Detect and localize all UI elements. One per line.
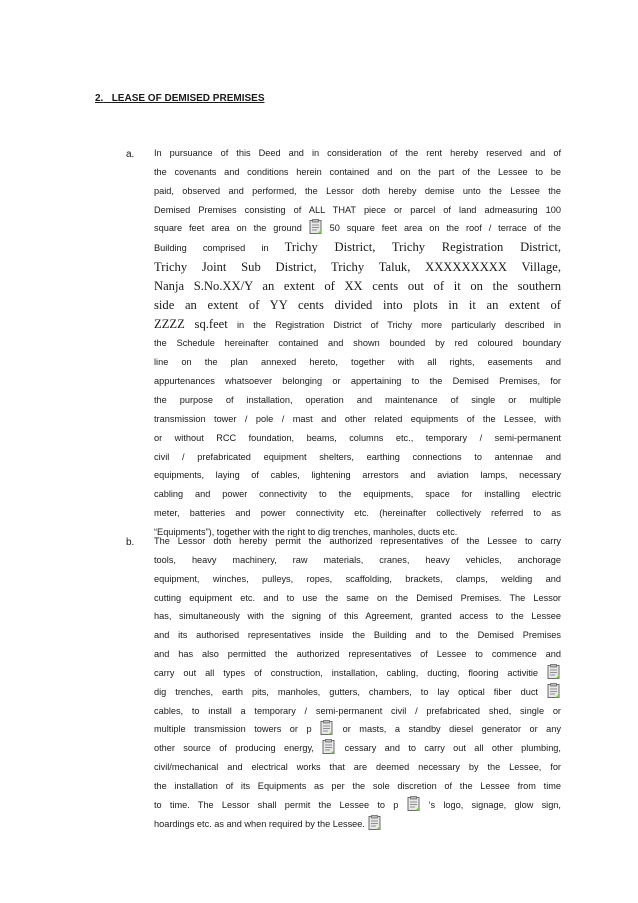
para-line bbox=[154, 815, 561, 834]
note-icon[interactable] bbox=[547, 664, 561, 680]
item-b-paragraph bbox=[154, 532, 561, 834]
para-line: The Lessor doth hereby permit the authorized representatives of the Lessee to carry bbox=[154, 536, 561, 546]
para-line: civil / prefabricated equipment shelters, earthing connections to antennae and bbox=[154, 451, 561, 462]
line-segment: square feet area on the ground bbox=[154, 223, 302, 234]
para-line: has, simultaneously with the signing of this Agreement, granted access to the Lessee bbox=[154, 611, 561, 622]
para-line: transmission tower / pole / mast and other related equipments of the Lessee, with bbox=[154, 413, 561, 424]
para-line bbox=[154, 238, 561, 258]
line-segment: 50 square feet area on the roof / terrace of the bbox=[329, 223, 561, 234]
para-line: civil/mechanical and electrical works that are deemed necessary by the Lessee, for bbox=[154, 762, 561, 773]
para-line: or without RCC foundation, beams, columns etc., temporary / semi-permanent bbox=[154, 432, 561, 443]
para-line: Nanja S.No.XX/Y an extent of XX cents out of it on the southern bbox=[154, 278, 561, 293]
para-line: equipments, laying of cables, lightening arrestors and aviation lamps, necessary bbox=[154, 470, 561, 481]
para-line: Demised Premises consisting of ALL THAT piece or parcel of land admeasuring 100 bbox=[154, 204, 561, 215]
line-segment: in the Registration District of Trichy more particularly described in bbox=[236, 319, 561, 330]
line-segment: ZZZZ sq.feet bbox=[154, 316, 228, 331]
para-line: meter, batteries and power connectivity etc. (hereinafter collectively referred to as bbox=[154, 508, 561, 519]
para-line: and has also permitted the authorized representatives of Lessee to commence and bbox=[154, 649, 561, 660]
para-line: the Schedule hereinafter contained and shown bounded by red coloured boundary bbox=[154, 338, 561, 349]
para-line: the purpose of installation, operation and maintenance of single or multiple bbox=[154, 394, 561, 405]
para-line: cabling and power connectivity to the equipments, space for installing electric bbox=[154, 489, 561, 500]
line-segment: or masts, a standby diesel generator or any bbox=[342, 724, 561, 735]
para-line: Trichy Joint Sub District, Trichy Taluk, XXXXXXXXX Village, bbox=[154, 260, 561, 275]
note-icon[interactable] bbox=[322, 739, 336, 755]
para-line bbox=[154, 683, 561, 702]
para-line: side an extent of YY cents divided into plots in it an extent of bbox=[154, 297, 561, 312]
item-b-letter: b. bbox=[126, 537, 135, 548]
note-icon[interactable] bbox=[320, 720, 334, 736]
section-number: 2. bbox=[95, 93, 104, 104]
para-line: In pursuance of this Deed and in consideration of the rent hereby reserved and of bbox=[154, 148, 561, 158]
para-line: “Equipments”), together with the right to dig trenches, manholes, ducts etc. bbox=[154, 526, 458, 537]
item-a-letter: a. bbox=[126, 149, 135, 160]
line-segment: 's logo, signage, glow sign, bbox=[428, 799, 561, 810]
line-segment: Building comprised in bbox=[154, 243, 269, 254]
para-line: paid, observed and performed, the Lessor doth hereby demise unto the Lessee the bbox=[154, 185, 561, 196]
para-line bbox=[154, 796, 561, 815]
line-segment: cessary and to carry out all other plumbing, bbox=[344, 743, 561, 754]
para-line: line on the plan annexed hereto, together with all rights, easements and bbox=[154, 357, 561, 368]
note-icon[interactable] bbox=[309, 219, 323, 235]
line-segment: dig trenches, earth pits, manholes, gutters, chambers, to lay optical fiber duct bbox=[154, 686, 538, 697]
para-line: tools, heavy machinery, raw materials, cranes, heavy vehicles, anchorage bbox=[154, 554, 561, 565]
note-icon[interactable] bbox=[547, 683, 561, 699]
section-heading bbox=[95, 93, 265, 104]
line-segment: multiple transmission towers or p bbox=[154, 724, 312, 735]
para-line: equipment, winches, pulleys, ropes, scaffolding, brackets, clamps, welding and bbox=[154, 573, 561, 584]
line-segment: carry out all types of construction, installation, cabling, ducting, flooring activitie bbox=[154, 667, 539, 678]
para-line: and its authorised representatives inside the Building and to the Demised Premises bbox=[154, 630, 561, 641]
para-line: appurtenances whatsoever belonging or appertaining to the Demised Premises, for bbox=[154, 376, 561, 387]
para-line: the covenants and conditions herein contained and on the part of the Lessee to be bbox=[154, 166, 561, 177]
section-title: LEASE OF DEMISED PREMISES bbox=[111, 93, 265, 104]
para-line: cables, to install a temporary / semi-permanent civil / prefabricated shed, single or bbox=[154, 705, 561, 716]
line-segment: hoardings etc. as and when required by the Lessee. bbox=[154, 818, 365, 829]
para-line bbox=[154, 315, 561, 335]
item-a-paragraph bbox=[154, 144, 561, 542]
para-line: cutting equipment etc. and to use the same on the Demised Premises. The Lessor bbox=[154, 592, 561, 603]
note-icon[interactable] bbox=[407, 796, 421, 812]
line-segment: to time. The Lessor shall permit the Lessee to p bbox=[154, 799, 399, 810]
line-segment: Trichy District, Trichy Registration District, bbox=[284, 240, 561, 255]
para-line bbox=[154, 219, 561, 238]
para-line bbox=[154, 720, 561, 739]
note-icon[interactable] bbox=[368, 815, 382, 831]
para-line bbox=[154, 739, 561, 758]
para-line: the installation of its Equipments as per the sole discretion of the Lessee from time bbox=[154, 780, 561, 791]
para-line bbox=[154, 664, 561, 683]
line-segment: other source of producing energy, bbox=[154, 743, 314, 754]
